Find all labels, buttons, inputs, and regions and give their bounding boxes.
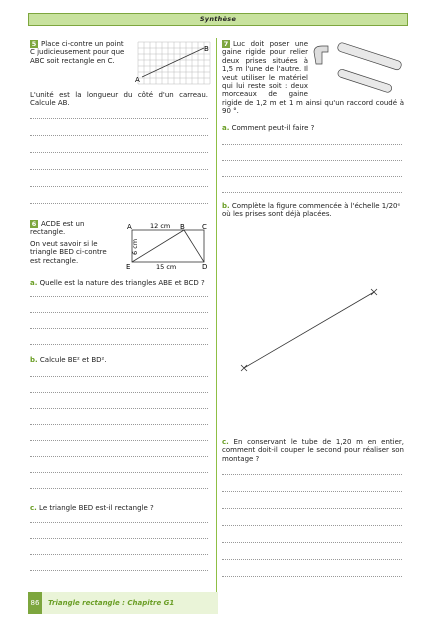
answer-line[interactable]: [222, 542, 402, 543]
pipes-illustration: [308, 40, 404, 96]
answer-line[interactable]: [222, 559, 402, 560]
answer-line[interactable]: [30, 169, 208, 170]
ex7c-answer-lines[interactable]: [222, 468, 402, 577]
ex7a-answer-lines[interactable]: [222, 138, 402, 193]
answer-line[interactable]: [30, 440, 208, 441]
ex6b-answer-lines[interactable]: [30, 370, 208, 489]
answer-line[interactable]: [30, 522, 208, 523]
fig-label-c: C: [202, 223, 207, 231]
answer-line[interactable]: [222, 176, 402, 177]
answer-line[interactable]: [222, 576, 402, 577]
answer-line[interactable]: [30, 328, 208, 329]
prise-mark-left: [241, 365, 247, 371]
prise-mark-right: [371, 289, 377, 295]
exercise-6-number: 6: [31, 220, 37, 228]
answer-line[interactable]: [222, 144, 402, 145]
point-a-label: A: [135, 76, 140, 84]
answer-line[interactable]: [30, 186, 208, 187]
answer-line[interactable]: [30, 408, 208, 409]
answer-line[interactable]: [30, 554, 208, 555]
ex7-question-b: b. Complète la figure commencée à l'échelle 1/20ᵉ où les prises sont déjà placées.: [222, 202, 401, 219]
exercise-6-intro: On veut savoir si le triangle BED ci-contre est rectangle.: [30, 240, 107, 265]
ex6-question-a: a. Quelle est la nature des triangles ABE et BCD ?: [30, 279, 205, 287]
answer-line[interactable]: [30, 424, 208, 425]
ex5-answer-lines[interactable]: [30, 112, 208, 204]
exercise-6-text: 6 ACDE est un rectangle.: [30, 220, 85, 237]
exercise-7-number: 7: [223, 40, 229, 48]
answer-line[interactable]: [222, 192, 402, 193]
chapter-title: Triangle rectangle : Chapitre G1: [48, 599, 175, 607]
ex7-construction-figure: [236, 284, 382, 376]
fig-label-a: A: [127, 223, 132, 231]
answer-line[interactable]: [30, 203, 208, 204]
point-b-label: B: [204, 45, 209, 53]
answer-line[interactable]: [30, 488, 208, 489]
answer-line[interactable]: [30, 392, 208, 393]
ex6-question-c: c. Le triangle BED est-il rectangle ?: [30, 504, 154, 512]
answer-line[interactable]: [30, 118, 208, 119]
answer-line[interactable]: [30, 538, 208, 539]
answer-line[interactable]: [222, 160, 402, 161]
fig-label-d: D: [202, 263, 208, 271]
answer-line[interactable]: [222, 525, 402, 526]
answer-line[interactable]: [30, 152, 208, 153]
column-divider: [216, 38, 217, 598]
exercise-5-number: 5: [31, 40, 37, 48]
answer-line[interactable]: [30, 472, 208, 473]
exercise-5-text: 5 Place ci-contre un point C judicieusement pour que ABC soit rectangle en C.: [30, 40, 125, 65]
exercise-7-text: 7 Luc doit poser une gaine rigide pour relier deux prises situées à 1,5 m l'une de l'autre. Il veut utiliser le matériel qui lui reste soit : deux morceaux de gaine rigide de 1,2 m et 1 m ainsi qu'un raccord coudé à 90 °.: [222, 40, 404, 116]
ex7-question-c: c. En conservant le tube de 1,20 m en entier, comment doit-il couper le second pour réaliser son montage ?: [222, 438, 404, 463]
answer-line[interactable]: [30, 135, 208, 136]
prises-segment: [244, 292, 374, 368]
answer-line[interactable]: [30, 456, 208, 457]
page-number: 86: [28, 592, 42, 614]
ex6-rectangle-figure: [124, 219, 210, 271]
fig-label-12cm: 12 cm: [150, 222, 171, 230]
answer-line[interactable]: [222, 474, 402, 475]
answer-line[interactable]: [30, 376, 208, 377]
ex7-question-a: a. Comment peut-il faire ?: [222, 124, 315, 132]
fig-label-b: B: [180, 223, 185, 231]
answer-line[interactable]: [30, 344, 208, 345]
ex6c-answer-lines[interactable]: [30, 516, 208, 571]
answer-line[interactable]: [222, 508, 402, 509]
ex6-question-b: b. Calcule BE² et BD².: [30, 356, 107, 364]
ex6a-answer-lines[interactable]: [30, 290, 208, 345]
fig-label-e: E: [126, 263, 131, 271]
fig-label-6cm: 6 cm: [131, 238, 139, 255]
answer-line[interactable]: [30, 312, 208, 313]
answer-line[interactable]: [30, 570, 208, 571]
exercise-5-question: L'unité est la longueur du côté d'un carreau. Calcule AB.: [30, 91, 208, 108]
answer-line[interactable]: [222, 491, 402, 492]
section-header: Synthèse: [28, 13, 408, 26]
ex5-grid-figure: [134, 40, 212, 88]
fig-label-15cm: 15 cm: [156, 263, 177, 271]
answer-line[interactable]: [30, 296, 208, 297]
